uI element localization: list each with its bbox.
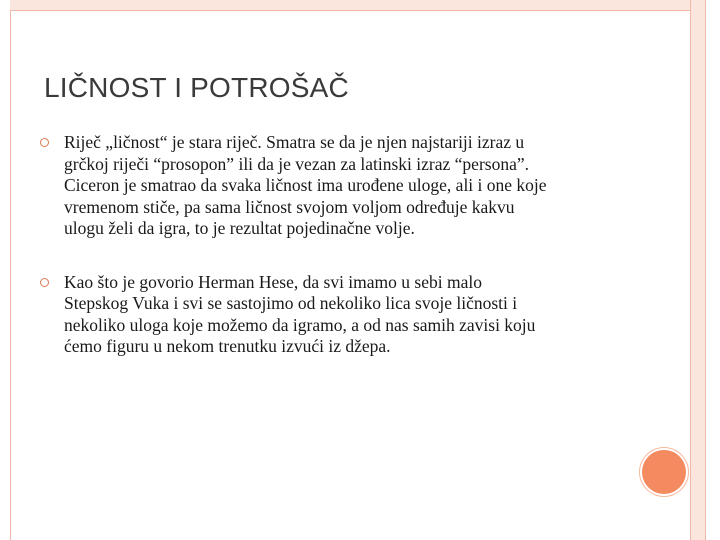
bullet-item: [40, 272, 640, 358]
frame-left-line: [10, 0, 11, 540]
bullet-text: [64, 132, 639, 240]
text-line: ćemo figuru u nekom trenutku izvući iz džepa.: [64, 336, 391, 356]
slide-title: LIČNOST I POTROŠAČ: [44, 72, 349, 103]
text-line: ulogu želi da igra, to je rezultat pojedinačne volje.: [64, 218, 415, 238]
text-line: grčkoj riječi “prosopon” ili da je vezan za latinski izraz “persona”.: [64, 153, 529, 174]
frame-top-band: [10, 0, 690, 11]
text-line: Stepskog Vuka i svi se sastojimo od nekoliko lica svoje ličnosti i: [64, 293, 518, 313]
bullet-item: [40, 132, 640, 240]
bullet-list: [40, 132, 640, 390]
text-line: vremenom stiče, pa sama ličnost svojom voljom određuje kakvu: [64, 196, 515, 217]
text-line: Riječ „ličnost“ je stara riječ. Smatra se da je njen najstariji izraz u: [64, 132, 525, 152]
bullet-circle-icon: [40, 278, 49, 287]
text-line: Ciceron je smatrao da svaka ličnost ima urođene uloge, ali i one koje: [64, 175, 547, 195]
text-line: Kao što je govorio Herman Hese, da svi imamo u sebi malo: [64, 271, 482, 292]
decorative-circle: [642, 450, 686, 494]
bullet-text: [64, 272, 639, 358]
frame-right-band: [690, 0, 706, 540]
bullet-circle-icon: [40, 138, 49, 147]
text-line: nekoliko uloga koje možemo da igramo, a od nas samih zavisi koju: [64, 314, 536, 335]
